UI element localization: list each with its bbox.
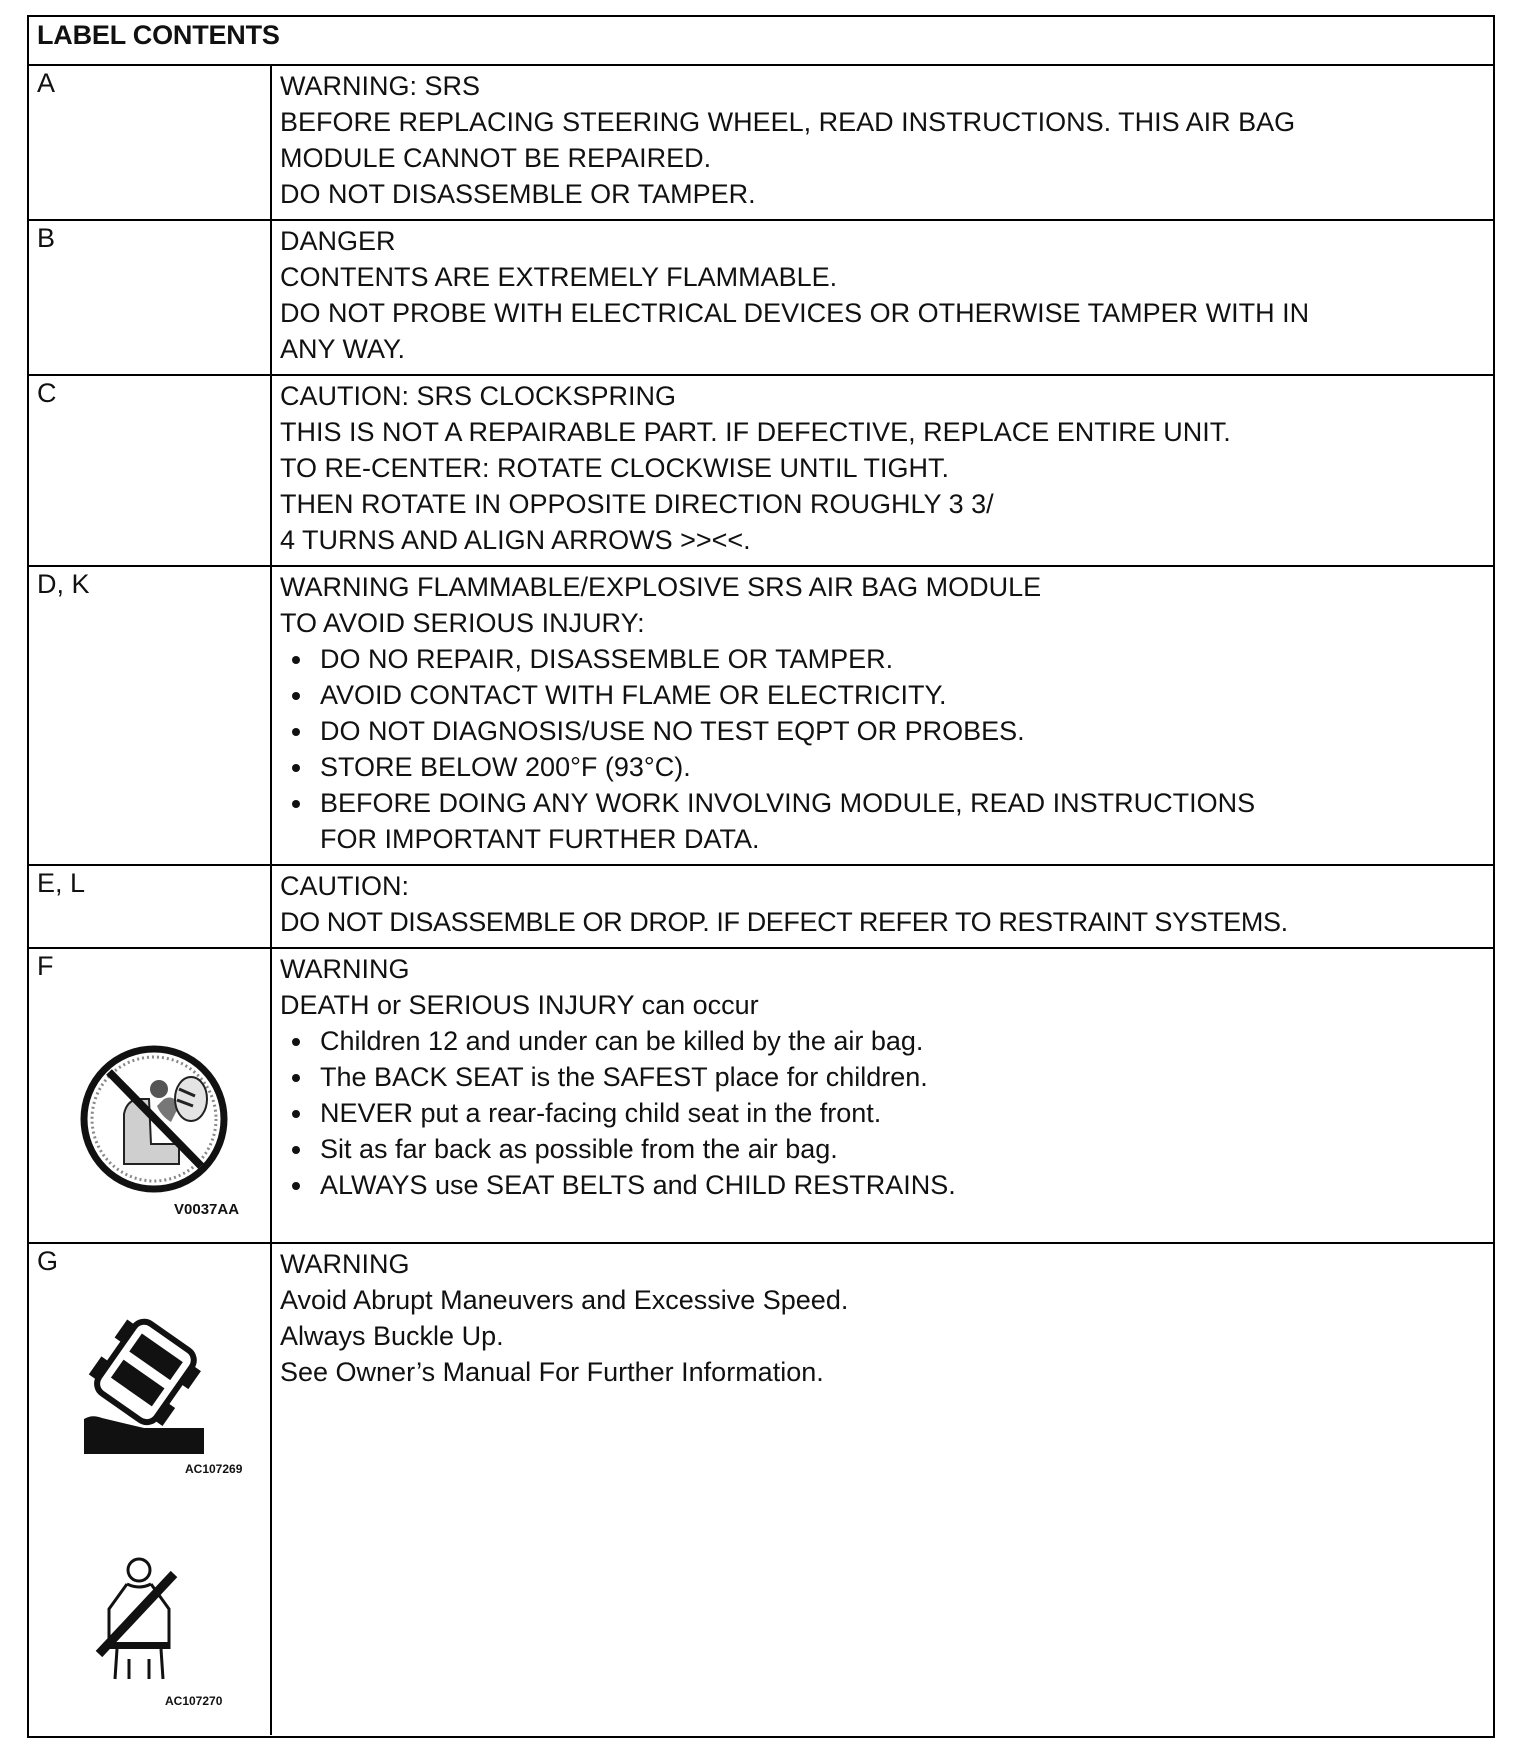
row-content <box>272 1244 1493 1735</box>
table-row-d-k <box>29 567 1493 866</box>
table-row-c <box>29 376 1493 567</box>
content-line: CAUTION: <box>280 871 410 901</box>
bullet-item: STORE BELOW 200°F (93°C). <box>280 749 1483 785</box>
row-label <box>29 949 272 1242</box>
bullet-item: DO NO REPAIR, DISASSEMBLE OR TAMPER. <box>280 641 1483 677</box>
row-label: C <box>29 376 272 565</box>
content-line: DO NOT DISASSEMBLE OR DROP. IF DEFECT REFER TO RESTRAINT SYSTEMS. <box>280 907 1288 937</box>
content-line: THIS IS NOT A REPAIRABLE PART. IF DEFECTIVE, REPLACE ENTIRE UNIT. <box>280 417 1231 447</box>
table-row-b <box>29 221 1493 376</box>
table-row-e-l <box>29 866 1493 949</box>
content-line: CAUTION: SRS CLOCKSPRING <box>280 381 677 411</box>
figure-code: AC107270 <box>165 1694 223 1708</box>
content-line: DO NOT PROBE WITH ELECTRICAL DEVICES OR OTHERWISE TAMPER WITH IN <box>280 298 1310 328</box>
row-label: A <box>29 66 272 219</box>
content-line: TO AVOID SERIOUS INJURY: <box>280 608 645 638</box>
content-line: WARNING <box>280 1249 410 1279</box>
bullet-item: AVOID CONTACT WITH FLAME OR ELECTRICITY. <box>280 677 1483 713</box>
content-line: See Owner’s Manual For Further Information. <box>280 1357 824 1387</box>
content-line: WARNING FLAMMABLE/EXPLOSIVE SRS AIR BAG MODULE <box>280 572 1042 602</box>
table-title: LABEL CONTENTS <box>29 17 1493 66</box>
row-content <box>272 866 1493 947</box>
content-line: Always Buckle Up. <box>280 1321 504 1351</box>
bullet-item: BEFORE DOING ANY WORK INVOLVING MODULE, READ INSTRUCTIONS <box>280 785 1483 821</box>
bullet-item: DO NOT DIAGNOSIS/USE NO TEST EQPT OR PROBES. <box>280 713 1483 749</box>
row-label <box>29 1244 272 1735</box>
content-line: TO RE-CENTER: ROTATE CLOCKWISE UNTIL TIGHT. <box>280 453 950 483</box>
seat-belt-icon <box>89 1554 199 1684</box>
vehicle-rollover-icon <box>84 1314 204 1454</box>
content-line: MODULE CANNOT BE REPAIRED. <box>280 143 712 173</box>
table-row-f <box>29 949 1493 1244</box>
row-label: D, K <box>29 567 272 864</box>
figure-code: V0037AA <box>174 1201 240 1218</box>
row-label: B <box>29 221 272 374</box>
content-line: DO NOT DISASSEMBLE OR TAMPER. <box>280 179 756 209</box>
bullet-item: Children 12 and under can be killed by the air bag. <box>280 1023 1483 1059</box>
no-child-seat-airbag-icon <box>79 1044 229 1194</box>
bullet-item: Sit as far back as possible from the air bag. <box>280 1131 1483 1167</box>
content-line: ANY WAY. <box>280 334 406 364</box>
table-body <box>29 66 1493 1736</box>
bullet-list <box>280 1023 1483 1203</box>
content-line: WARNING: SRS <box>280 71 481 101</box>
bullet-list <box>280 641 1483 821</box>
bullet-item: The BACK SEAT is the SAFEST place for children. <box>280 1059 1483 1095</box>
row-content <box>272 949 1493 1242</box>
figure-code: AC107269 <box>185 1462 243 1476</box>
content-line: Avoid Abrupt Maneuvers and Excessive Speed. <box>280 1285 849 1315</box>
bullet-item: NEVER put a rear-facing child seat in the front. <box>280 1095 1483 1131</box>
content-line: 4 TURNS AND ALIGN ARROWS >><<. <box>280 525 751 555</box>
row-label-text: G <box>37 1246 59 1276</box>
row-content <box>272 567 1493 864</box>
row-label-text: F <box>37 951 54 981</box>
row-content <box>272 221 1493 374</box>
content-line: WARNING <box>280 954 410 984</box>
content-line: CONTENTS ARE EXTREMELY FLAMMABLE. <box>280 262 838 292</box>
table-row-g <box>29 1244 1493 1735</box>
bullet-continuation: FOR IMPORTANT FURTHER DATA. <box>320 824 760 854</box>
row-label: E, L <box>29 866 272 947</box>
table-row-a <box>29 66 1493 221</box>
content-line: THEN ROTATE IN OPPOSITE DIRECTION ROUGHLY 3 3/ <box>280 489 994 519</box>
label-contents-table <box>27 15 1495 1738</box>
content-line: DEATH or SERIOUS INJURY can occur <box>280 990 759 1020</box>
bullet-item: ALWAYS use SEAT BELTS and CHILD RESTRAINS. <box>280 1167 1483 1203</box>
row-content <box>272 66 1493 219</box>
content-line: BEFORE REPLACING STEERING WHEEL, READ INSTRUCTIONS. THIS AIR BAG <box>280 107 1296 137</box>
content-line: DANGER <box>280 226 396 256</box>
row-content <box>272 376 1493 565</box>
